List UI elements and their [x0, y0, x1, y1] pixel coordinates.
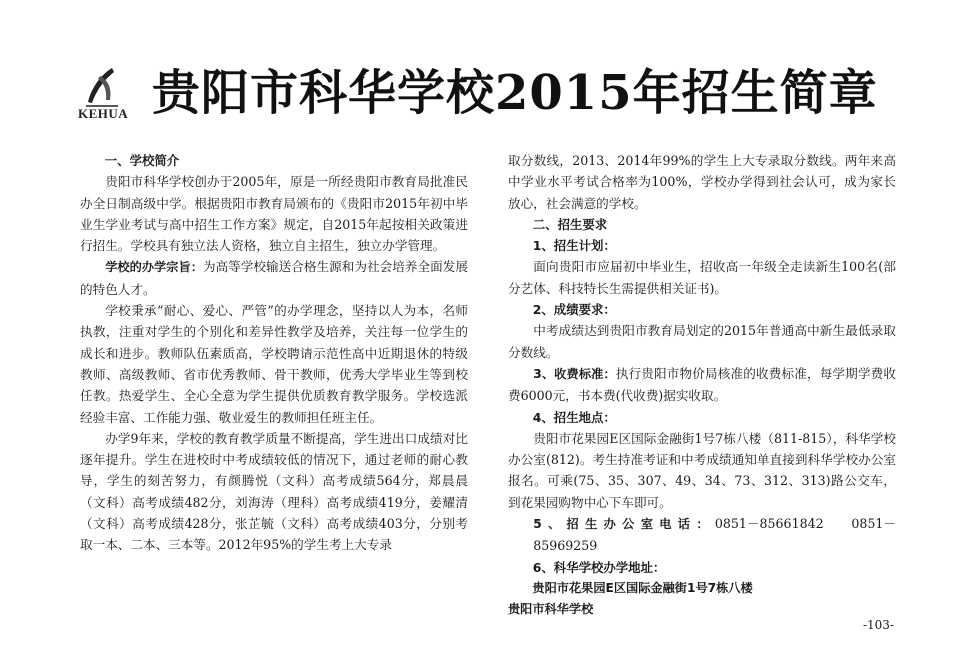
purpose-lead: 学校的办学宗旨： — [105, 260, 203, 275]
paragraph-plan: 面向贵阳市应届初中毕业生，招收高一年级全走读新生100名(部分艺体、科技特长生需提供相关证书)。 — [508, 259, 896, 296]
purpose-body: 为高等学校输送合格生源和为社会培养全面发展的特色人才。 — [80, 259, 469, 297]
logo-text: KEHUA — [78, 106, 129, 121]
paragraph-purpose — [80, 256, 468, 300]
paragraph-intro: 贵阳市科华学校创办于2005年，原是一所经贵阳市教育局批准民办全日制高级中学。根据贵阳市教育局颁布的《贵阳市2015年初中毕业生学业考试与高中招生工作方案》规定，自2015年起按相关政策进行招生。学校具有独立法人资格，独立自主招生，独立办学管理。 — [80, 174, 468, 254]
paragraph-location: 贵阳市花果园E区国际金融街1号7栋八楼（811-815），科华学校办公室(812)。考生持准考证和中考成绩通知单直接到科华学校办公室报名。可乘(75、35、307、49、34、73、312、313)路公交车，到花果园购物中心下车即可。 — [508, 430, 896, 510]
school-logo — [78, 66, 148, 126]
paragraph-fees — [508, 363, 896, 407]
subheading-scores: 2、成绩要求： — [532, 302, 616, 318]
phone-line — [508, 513, 896, 557]
section-heading-requirements: 二、招生要求 — [532, 216, 608, 232]
fees-lead: 3、收费标准： — [533, 366, 616, 381]
subheading-location: 4、招生地点： — [532, 409, 616, 425]
paragraph-scores: 中考成绩达到贵阳市教育局划定的2015年普通高中新生最低录取分数线。 — [508, 323, 896, 360]
fees-body: 执行贵阳市物价局核准的收费标准，每学期学费收费6000元，书本费(代收费)据实收取。 — [508, 365, 896, 404]
quill-logo-icon — [82, 66, 122, 110]
paragraph-philosophy: 学校秉承“耐心、爱心、严管”的办学理念，坚持以人为本，名师执教，注重对学生的个别化和差异性教学及培养，关注每一位学生的成长和进步。教师队伍素质高，学校聘请示范性高中近期退休的特级教师、高级教师、省市优秀教师、骨干教师，优秀大学毕业生等到校任教。热爱学生、全心全意为学生提供优质教育教学服务。学校选派经验丰富、工作能力强、敬业爱生的教师担任班主任。 — [80, 303, 468, 425]
phone-1: 0851－85661842 — [714, 516, 824, 532]
subheading-address: 6、科华学校办学地址： — [532, 559, 666, 575]
subheading-plan: 1、招生计划： — [532, 238, 616, 254]
phone-2: 0851－85969259 — [533, 516, 896, 554]
page-number: -103- — [862, 618, 894, 632]
phone-lead: 5、招生办公室电话： — [533, 517, 715, 532]
left-column — [80, 150, 468, 556]
section-heading-intro: 一、学校简介 — [104, 153, 180, 168]
paragraph-results: 办学9年来，学校的教育教学质量不断提高，学生进出口成绩对比逐年提升。学生在进校时中考成绩较低的情况下，通过老师的耐心教导，学生的刻苦努力，有颜腾悦（文科）高考成绩564分，郑晨晨（文科）高考成绩482分，刘海涛（理科）高考成绩419分，姜耀清（文科）高考成绩428分，张芷毓（文科）高考成绩403分，分别考取一本、二本、三本等。2012年95%的学生考上大专录 — [80, 430, 468, 553]
paragraph-results-cont: 取分数线，2013、2014年99%的学生上大专录取分数线。两年来高中学业水平考试合格率为100%，学校办学得到社会认可，成为家长放心，社会满意的学校。 — [508, 153, 896, 211]
page-title: 贵阳市科华学校2015年招生简章 — [152, 65, 878, 121]
school-address: 贵阳市花果园E区国际金融街1号7栋八楼 — [532, 580, 753, 595]
right-column — [508, 150, 896, 621]
signature: 贵阳市科华学校 — [508, 602, 594, 617]
